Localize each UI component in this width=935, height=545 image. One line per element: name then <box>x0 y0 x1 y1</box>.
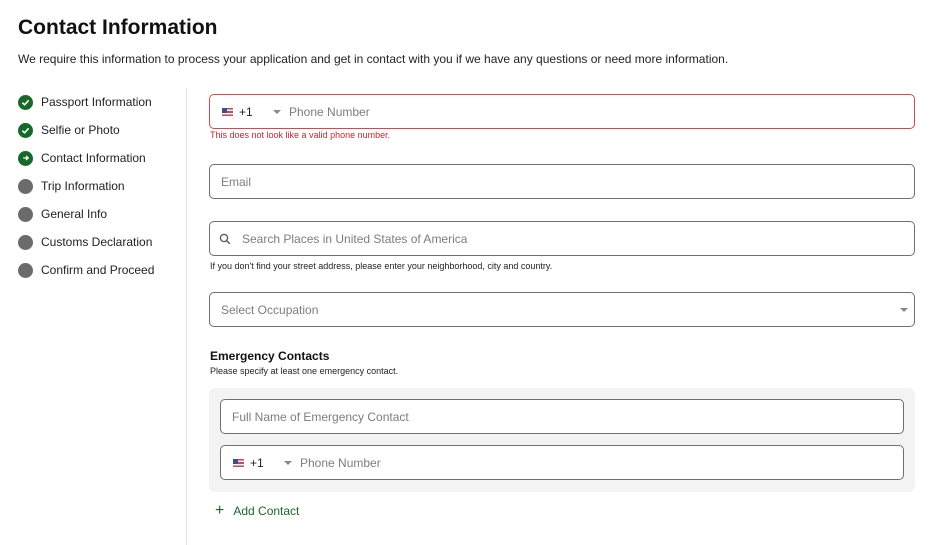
step-confirm-and-proceed[interactable] <box>18 256 183 284</box>
step-label: Customs Declaration <box>41 235 153 249</box>
check-circle-icon <box>18 123 33 138</box>
emergency-contact-card <box>209 388 915 492</box>
step-label: Passport Information <box>41 95 152 109</box>
step-selfie-or-photo[interactable] <box>18 116 183 144</box>
step-label: Trip Information <box>41 179 125 193</box>
step-label: Confirm and Proceed <box>41 263 155 277</box>
step-customs-declaration[interactable] <box>18 228 183 256</box>
emergency-name-field <box>220 399 904 434</box>
search-icon <box>219 233 231 245</box>
step-passport-information[interactable] <box>18 88 183 116</box>
add-contact-label: Add Contact <box>233 504 300 518</box>
address-search-input[interactable] <box>242 222 914 255</box>
phone-input[interactable] <box>289 95 914 128</box>
emergency-name-input[interactable] <box>221 400 903 433</box>
page-subtitle: We require this information to process your application and get in contact with you if we have any questions or need more information. <box>18 52 729 66</box>
step-trip-information[interactable] <box>18 172 183 200</box>
page-title: Contact Information <box>18 16 218 39</box>
us-flag-icon[interactable] <box>233 459 244 467</box>
circle-icon <box>18 263 33 278</box>
circle-icon <box>18 179 33 194</box>
vertical-divider <box>186 88 187 545</box>
plus-icon: + <box>215 502 225 519</box>
phone-error-message: This does not look like a valid phone number. <box>210 130 391 140</box>
occupation-placeholder: Select Occupation <box>221 302 319 317</box>
chevron-down-icon[interactable] <box>273 110 281 114</box>
progress-stepper <box>18 88 183 284</box>
step-contact-information[interactable] <box>18 144 183 172</box>
country-code[interactable]: +1 <box>250 455 264 470</box>
email-input[interactable] <box>210 165 914 198</box>
step-label: General Info <box>41 207 108 221</box>
address-search-field <box>209 221 915 256</box>
country-code[interactable]: +1 <box>239 104 253 119</box>
step-label: Contact Information <box>41 151 146 165</box>
add-contact-button[interactable] <box>215 503 299 519</box>
emergency-contacts-subtitle: Please specify at least one emergency contact. <box>210 366 399 376</box>
emergency-phone-input[interactable] <box>300 446 903 479</box>
step-label: Selfie or Photo <box>41 123 120 137</box>
email-field <box>209 164 915 199</box>
chevron-down-icon[interactable] <box>284 461 292 465</box>
emergency-contacts-title: Emergency Contacts <box>210 349 330 363</box>
step-general-info[interactable] <box>18 200 183 228</box>
occupation-select[interactable] <box>209 292 915 327</box>
check-circle-icon <box>18 95 33 110</box>
circle-icon <box>18 207 33 222</box>
emergency-phone-field <box>220 445 904 480</box>
arrow-circle-icon <box>18 151 33 166</box>
us-flag-icon[interactable] <box>222 108 233 116</box>
circle-icon <box>18 235 33 250</box>
chevron-down-icon <box>900 308 908 312</box>
phone-field <box>209 94 915 129</box>
address-help-text: If you don't find your street address, please enter your neighborhood, city and country. <box>210 261 553 271</box>
